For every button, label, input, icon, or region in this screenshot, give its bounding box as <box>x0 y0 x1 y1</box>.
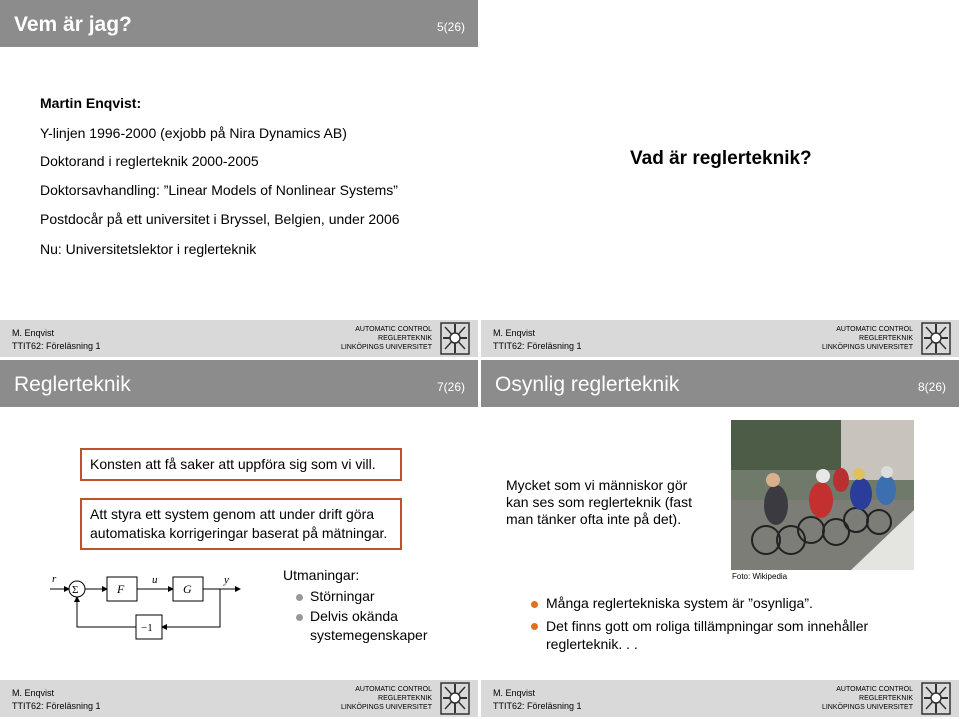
slide-footer <box>0 320 478 357</box>
challenge-item: Delvis okända <box>310 608 398 624</box>
intro-line: Mycket som vi människor gör <box>506 477 688 493</box>
footer-university: LINKÖPINGS UNIVERSITET <box>821 704 913 711</box>
intro-line: kan ses som reglerteknik (fast <box>506 494 692 510</box>
signal-u-label: u <box>152 574 158 586</box>
footer-course: TTIT62: Föreläsning 1 <box>493 341 582 351</box>
cyclists-photo <box>731 420 914 570</box>
slide-6 <box>481 0 959 357</box>
footer-dept-sv: REGLERTEKNIK <box>859 695 913 702</box>
bullet-text <box>546 617 868 653</box>
block-f-label: F <box>117 582 125 596</box>
footer-author: M. Enqvist <box>493 688 536 698</box>
university-logo-icon <box>440 322 470 355</box>
feedback-block-diagram <box>40 565 260 645</box>
footer-university: LINKÖPINGS UNIVERSITET <box>340 704 432 711</box>
slide-center-title: Vad är reglerteknik? <box>630 148 812 169</box>
bullet-line: Det finns gott om roliga tillämpningar som innehåller <box>546 618 869 634</box>
definition-box <box>80 498 402 550</box>
slide-footer <box>481 320 959 357</box>
definition-box <box>80 448 402 481</box>
slide-7 <box>0 360 478 717</box>
bullet-icon <box>531 623 538 630</box>
bullet-text: Många reglertekniska system är ”osynliga”. <box>546 595 813 611</box>
footer-course: TTIT62: Föreläsning 1 <box>12 701 101 711</box>
definition-text: automatiska korrigeringar baserat på mätningar. <box>90 525 388 541</box>
intro-line: man tänker ofta inte på det). <box>506 511 682 527</box>
signal-y-label: y <box>224 574 229 586</box>
person-name: Martin Enqvist: <box>40 95 142 111</box>
signal-r-label: r <box>52 573 57 585</box>
block-g-label: G <box>183 582 192 596</box>
bio-line: Y-linjen 1996-2000 (exjobb på Nira Dynamics AB) <box>40 125 347 141</box>
footer-dept-sv: REGLERTEKNIK <box>859 335 913 342</box>
university-logo-icon <box>921 682 951 715</box>
challenge-item: systemegenskaper <box>310 627 428 643</box>
challenge-item: Störningar <box>310 588 375 604</box>
footer-course: TTIT62: Föreläsning 1 <box>12 341 101 351</box>
photo-credit: Foto: Wikipedia <box>732 572 788 581</box>
slide-title: Reglerteknik <box>14 373 131 396</box>
slide-title-bar <box>0 0 478 47</box>
slide-title-bar <box>0 360 478 407</box>
footer-author: M. Enqvist <box>493 328 536 338</box>
slide-title: Vem är jag? <box>14 13 132 36</box>
bio-line: Doktorsavhandling: ”Linear Models of Nonlinear Systems” <box>40 182 398 198</box>
challenges-title: Utmaningar: <box>283 567 360 583</box>
bio-line: Nu: Universitetslektor i reglerteknik <box>40 241 257 257</box>
page-number: 5(26) <box>437 20 466 34</box>
footer-author: M. Enqvist <box>12 688 55 698</box>
footer-dept-en: AUTOMATIC CONTROL <box>355 326 432 333</box>
slide-8 <box>481 360 959 717</box>
page-number: 8(26) <box>918 380 947 394</box>
bullet-icon <box>296 614 303 621</box>
footer-dept-en: AUTOMATIC CONTROL <box>836 686 913 693</box>
bio-line: Postdocår på ett universitet i Bryssel, Belgien, under 2006 <box>40 211 400 227</box>
page-number: 7(26) <box>437 380 466 394</box>
feedback-gain-label: −1 <box>141 622 153 634</box>
slide-footer <box>0 680 478 717</box>
footer-author: M. Enqvist <box>12 328 55 338</box>
footer-dept-sv: REGLERTEKNIK <box>378 695 432 702</box>
slide-footer <box>481 680 959 717</box>
bullet-icon <box>531 601 538 608</box>
bio-line: Doktorand i reglerteknik 2000-2005 <box>40 153 259 169</box>
footer-course: TTIT62: Föreläsning 1 <box>493 701 582 711</box>
sum-symbol: Σ <box>72 584 79 596</box>
slide-5 <box>0 0 478 357</box>
slide-title-bar <box>481 360 959 407</box>
bullet-line: reglerteknik. . . <box>546 636 638 652</box>
definition-text: Konsten att få saker att uppföra sig som vi vill. <box>90 456 376 472</box>
slide-title-bar <box>481 0 959 47</box>
footer-dept-en: AUTOMATIC CONTROL <box>355 686 432 693</box>
definition-text: Att styra ett system genom att under drift göra <box>90 506 375 522</box>
university-logo-icon <box>921 322 951 355</box>
slide-title: Osynlig reglerteknik <box>495 373 680 396</box>
intro-text <box>506 477 692 528</box>
university-logo-icon <box>440 682 470 715</box>
footer-dept-en: AUTOMATIC CONTROL <box>836 326 913 333</box>
footer-university: LINKÖPINGS UNIVERSITET <box>821 344 913 351</box>
footer-dept-sv: REGLERTEKNIK <box>378 335 432 342</box>
bullet-icon <box>296 594 303 601</box>
footer-university: LINKÖPINGS UNIVERSITET <box>340 344 432 351</box>
